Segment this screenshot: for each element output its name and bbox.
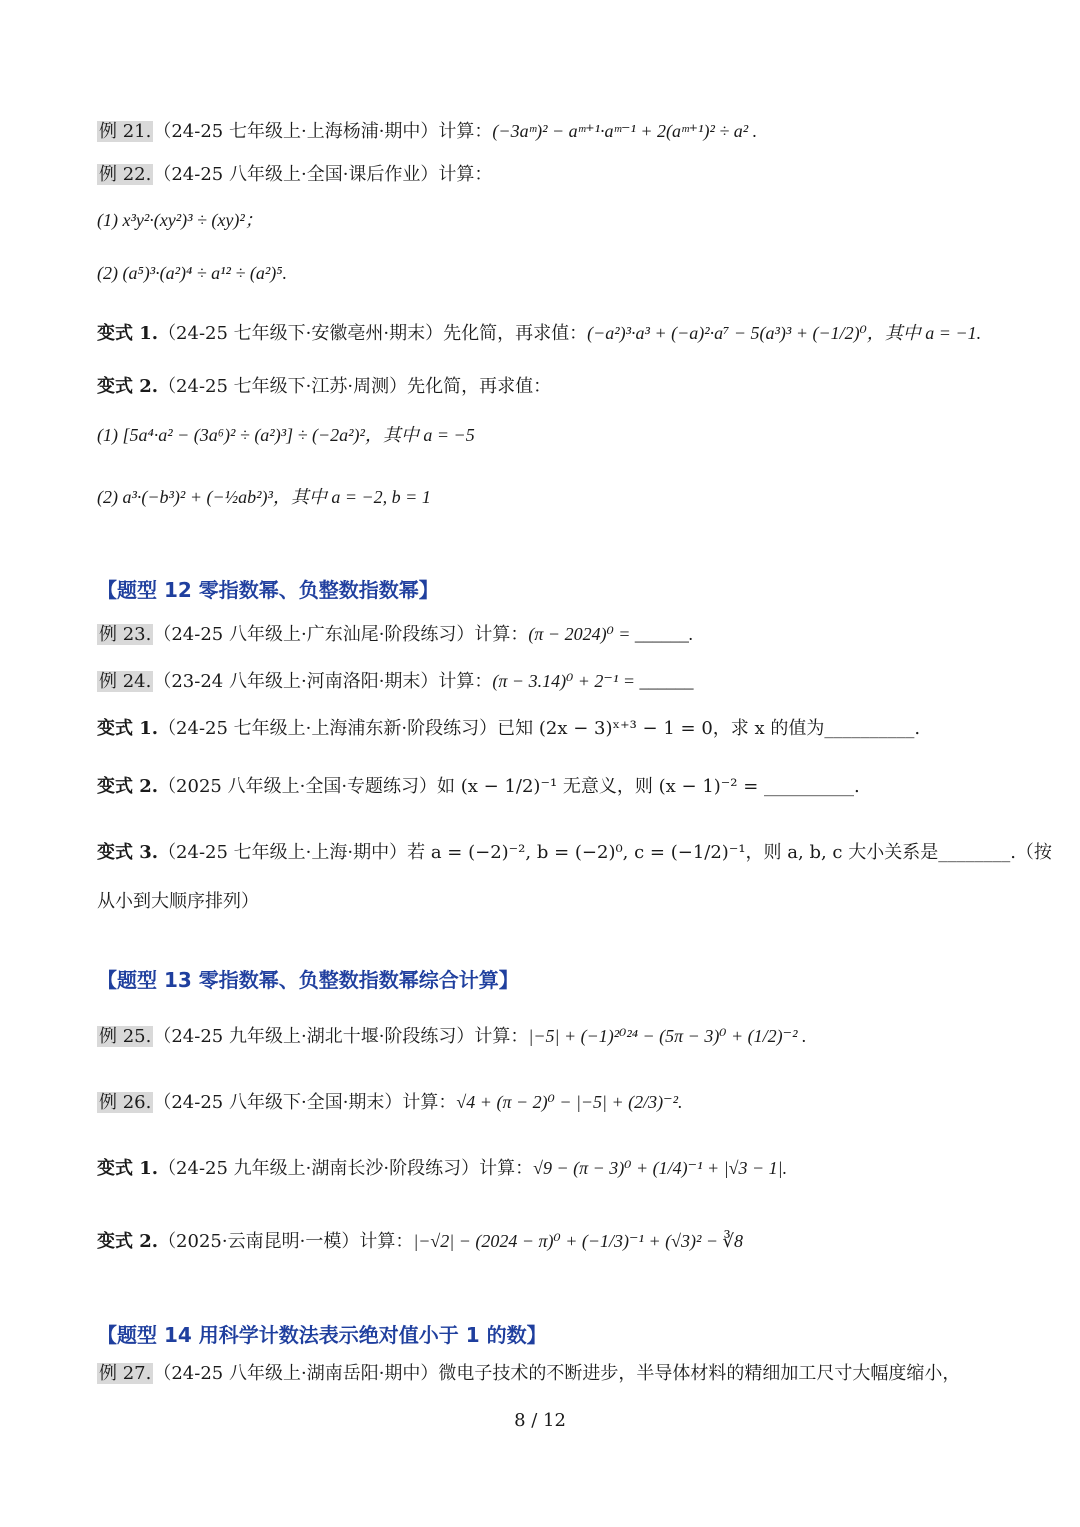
problem-label: 例 22.: [99, 164, 152, 185]
problem-label: 变式 2.: [97, 776, 159, 797]
problem-example-24: [97, 666, 990, 697]
problem-example-21: [97, 116, 990, 147]
variant-1: [97, 714, 990, 744]
problem-source: （2025·云南昆明·一模）: [158, 1231, 360, 1252]
problem-example-25: [97, 1021, 990, 1052]
problem-text: 如 (x − 1/2)⁻¹ 无意义，则 (x − 1)⁻² = __________.: [437, 776, 860, 797]
problem-text: 先化简，再求值：: [407, 376, 552, 397]
problem-example-27: [97, 1359, 990, 1389]
problem-example-26: [97, 1087, 990, 1118]
problem-text: 计算：: [438, 671, 493, 692]
variant-1: [97, 318, 990, 349]
problem-text: 计算：: [479, 1158, 534, 1179]
section-heading-type-13: 【题型 13 零指数幂、负整数指数幂综合计算】: [97, 968, 519, 992]
problem-label: 变式 2.: [97, 1231, 159, 1252]
subproblem-1: [97, 205, 990, 236]
problem-label: 变式 1.: [97, 1158, 159, 1179]
subproblem-1: [97, 420, 990, 451]
problem-label: 变式 3.: [97, 842, 159, 863]
problem-example-22: [97, 160, 990, 190]
problem-label: 变式 1.: [97, 323, 159, 344]
problem-math: (1) [5a⁴·a² − (3a⁶)² ÷ (a²)³] ÷ (−2a²)²，其中 a = −5: [97, 425, 475, 445]
problem-source: （24-25 八年级上·全国·课后作业）: [153, 164, 439, 185]
problem-text: 微电子技术的不断进步，半导体材料的精细加工尺寸大幅度缩小，: [438, 1363, 961, 1384]
problem-label: 例 25.: [99, 1026, 152, 1047]
problem-text: 已知 (2x − 3)ˣ⁺³ − 1 = 0，求 x 的值为__________.: [497, 718, 921, 739]
problem-example-23: [97, 619, 990, 650]
problem-source: （2025 八年级上·全国·专题练习）: [158, 776, 438, 797]
problem-source: （24-25 八年级下·全国·期末）: [153, 1092, 403, 1113]
problem-math: (π − 2024)⁰ = ______.: [528, 624, 694, 644]
problem-text: 计算：: [402, 1092, 457, 1113]
problem-label: 例 23.: [99, 624, 152, 645]
problem-label: 例 26.: [99, 1092, 152, 1113]
problem-label: 变式 2.: [97, 376, 159, 397]
problem-text: 先化简，再求值：: [443, 323, 588, 344]
problem-math: (−a²)³·a³ + (−a)²·a⁷ − 5(a³)³ + (−1/2)⁰，其中 a = −1.: [587, 323, 982, 343]
variant-3-continued: [97, 887, 990, 917]
subproblem-2: [97, 258, 990, 289]
problem-source: （24-25 八年级上·湖南岳阳·期中）: [153, 1363, 439, 1384]
problem-text: 计算：: [438, 164, 493, 185]
problem-source: （24-25 七年级上·上海浦东新·阶段练习）: [158, 718, 498, 739]
problem-text: 若 a = (−2)⁻², b = (−2)⁰, c = (−1/2)⁻¹，则 a, b, c 大小关系是________.（按: [407, 842, 1052, 863]
problem-source: （24-25 九年级上·湖南长沙·阶段练习）: [158, 1158, 480, 1179]
variant-3: [97, 838, 1052, 868]
problem-source: （24-25 八年级上·广东汕尾·阶段练习）: [153, 624, 475, 645]
page-number: 8 / 12: [514, 1410, 566, 1431]
problem-math: √9 − (π − 3)⁰ + (1/4)⁻¹ + |√3 − 1|.: [533, 1158, 788, 1178]
section-heading-type-12: 【题型 12 零指数幂、负整数指数幂】: [97, 578, 439, 602]
problem-math: (π − 3.14)⁰ + 2⁻¹ = ______: [492, 671, 694, 691]
problem-source: （24-25 九年级上·湖北十堰·阶段练习）: [153, 1026, 475, 1047]
problem-label: 变式 1.: [97, 718, 159, 739]
problem-source: （24-25 七年级下·江苏·周测）: [158, 376, 408, 397]
subproblem-2: [97, 482, 990, 513]
variant-2: [97, 1226, 990, 1257]
problem-text: 从小到大顺序排列）: [97, 891, 259, 912]
problem-label: 例 24.: [99, 671, 152, 692]
problem-source: （23-24 八年级上·河南洛阳·期末）: [153, 671, 439, 692]
problem-text: 计算：: [474, 1026, 529, 1047]
problem-math: (1) x³y²·(xy²)³ ÷ (xy)²；: [97, 210, 263, 230]
variant-1: [97, 1153, 990, 1184]
problem-text: 计算：: [359, 1231, 414, 1252]
problem-source: （24-25 七年级上·上海杨浦·期中）: [153, 121, 439, 142]
variant-2: [97, 372, 990, 402]
section-heading-type-14: 【题型 14 用科学计数法表示绝对值小于 1 的数】: [97, 1323, 547, 1347]
problem-label: 例 27.: [99, 1363, 152, 1384]
problem-text: 计算：: [438, 121, 493, 142]
problem-text: 计算：: [474, 624, 529, 645]
problem-source: （24-25 七年级下·安徽亳州·期末）: [158, 323, 444, 344]
problem-math: |−5| + (−1)²⁰²⁴ − (5π − 3)⁰ + (1/2)⁻² .: [528, 1026, 807, 1046]
problem-math: √4 + (π − 2)⁰ − |−5| + (2/3)⁻².: [456, 1092, 683, 1112]
problem-math: (2) a³·(−b³)² + (−½ab²)³，其中 a = −2, b = 1: [97, 487, 431, 507]
problem-math: (2) (a⁵)³·(a²)⁴ ÷ a¹² ÷ (a²)⁵.: [97, 263, 287, 283]
problem-label: 例 21.: [99, 121, 152, 142]
variant-2: [97, 772, 990, 802]
problem-source: （24-25 七年级上·上海·期中）: [158, 842, 408, 863]
problem-math: (−3aᵐ)² − aᵐ⁺¹·aᵐ⁻¹ + 2(aᵐ⁺¹)² ÷ a² .: [492, 121, 758, 141]
problem-math: |−√2| − (2024 − π)⁰ + (−1/3)⁻¹ + (√3)² − ∛8: [413, 1231, 743, 1251]
